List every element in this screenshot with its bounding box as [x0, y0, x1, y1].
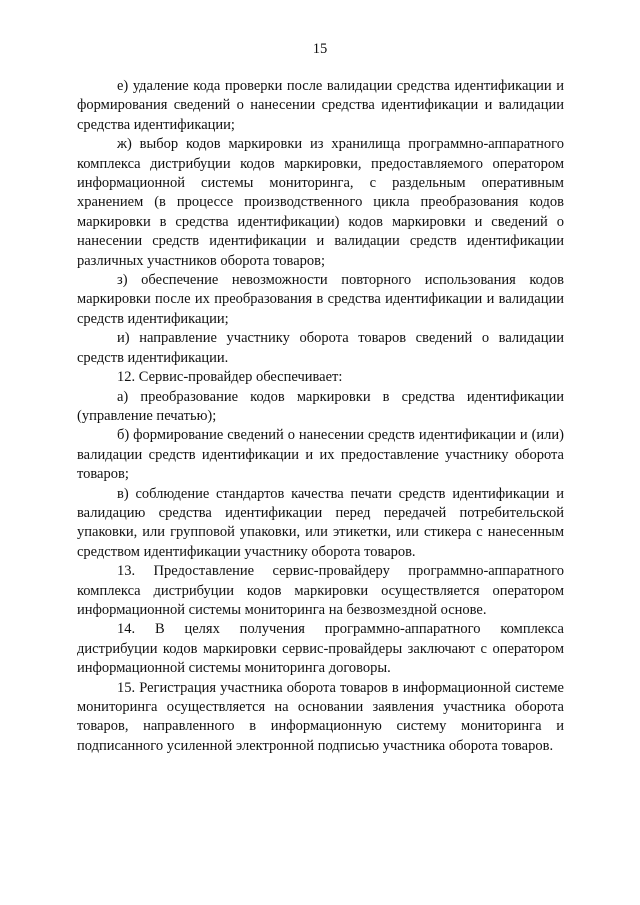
paragraph-item-i: и) направление участнику оборота товаров сведений о валидации средств идентификации.: [77, 330, 564, 366]
paragraph-clause-12: 12. Сервис-провайдер обеспечивает:: [117, 369, 343, 386]
paragraph-clause-14: 14. В целях получения программно-аппаратного комплекса дистрибуции кодов маркировки сервис-провайдеры заключают с оператором информационной системы мониторинга договоры.: [77, 621, 564, 677]
page-number: 15: [312, 41, 328, 57]
paragraph-clause-13: 13. Предоставление сервис-провайдеру программно-аппаратного комплекса дистрибуции кодов маркировки осуществляется оператором информационной системы мониторинга на безвозмездной основе.: [77, 563, 564, 618]
paragraph-item-zh: ж) выбор кодов маркировки из хранилища программно-аппаратного комплекса дистрибуции кодов маркировки, предоставляемого оператором информационной системы мониторинга, с раздельным оперативным хранением (в процессе производственного цикла преобразования кодов маркировки в средства идентификации) кодов маркировки и сведений о нанесении средств идентификации и валидации средств идентификации различных участников оборота товаров;: [77, 136, 564, 269]
paragraph-item-z: з) обеспечение невозможности повторного использования кодов маркировки после их преобразования в средства идентификации и валидации средств идентификации;: [77, 272, 564, 327]
paragraph-item-e: е) удаление кода проверки после валидации средства идентификации и формирования сведений о нанесении средства идентификации и валидации средства идентификации;: [77, 78, 564, 133]
paragraph-item-b: б) формирование сведений о нанесении средств идентификации и (или) валидации средств идентификации и их предоставление участнику оборота товаров;: [77, 427, 564, 483]
paragraph-item-a: а) преобразование кодов маркировки в средства идентификации (управление печатью);: [77, 388, 564, 424]
document-body: [77, 77, 564, 756]
paragraph-item-v: в) соблюдение стандартов качества печати средств идентификации и валидацию средства идентификации перед передачей потребительской упаковки, или групповой упаковки, или этикетки, или стикера с нанесенным средством идентификации участнику оборота товаров.: [77, 485, 564, 560]
paragraph-clause-15: 15. Регистрация участника оборота товаров в информационной системе мониторинга осуществляется на основании заявления участника оборота товаров, направленного в информационную систему мониторинга и подписанного усиленной электронной подписью участника оборота товаров.: [77, 679, 564, 754]
